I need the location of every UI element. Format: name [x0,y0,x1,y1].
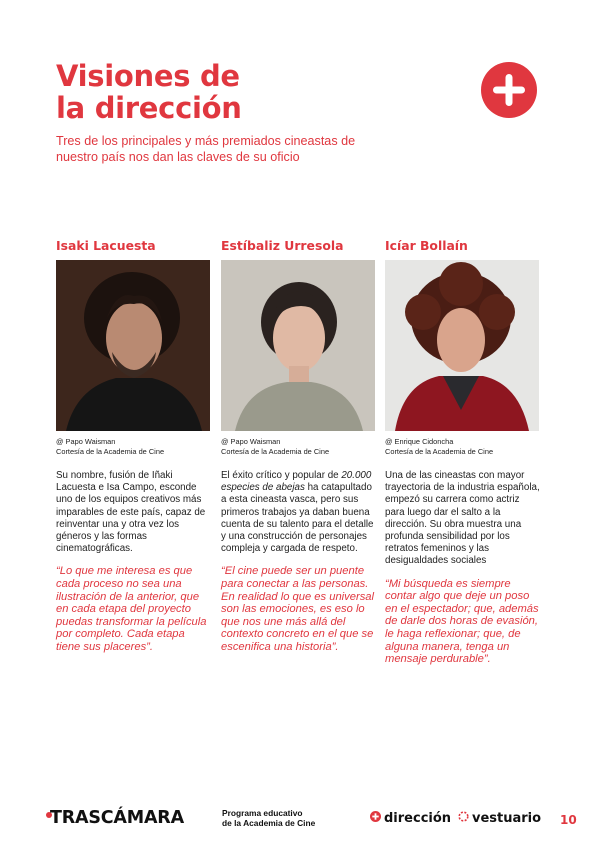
dashed-circle-icon [458,811,469,826]
plus-circle-icon [481,62,537,118]
page-footer [0,800,595,840]
photo-credit-author: @ Enrique Cidoncha [385,437,454,446]
page-number: 10 [560,813,577,827]
profile-bio: Su nombre, fusión de Iñaki Lacuesta e Isa Campo, esconde uno de los equipos creativos más imparables de este país, capaz de reinventar una y otra vez los géneros y las formas cinematográficas. [56,470,206,555]
photo-credit [221,437,377,456]
profile-name: Estíbaliz Urresola [221,238,344,253]
portrait-photo [56,260,210,431]
portrait-photo [221,260,375,431]
photo-credit-author: @ Papo Waisman [56,437,116,446]
title-line-1: Visiones de [56,59,240,93]
profile-bio [221,470,377,555]
photo-credit-source: Cortesía de la Academia de Cine [56,446,165,456]
bio-text: ha catapultado a esta cineasta vasca, pero sus primeros trabajos ya daban buena cuenta de su talento para el detalle y una construcción de personajes compleja y cargada de respeto. [221,482,374,555]
profile-iciar-bollain [385,236,541,666]
section-label: dirección [384,811,452,826]
profile-name: Icíar Bollaín [385,238,468,253]
section-label: vestuario [472,811,542,826]
section-link-vestuario[interactable] [458,811,541,826]
bio-text: El éxito crítico y popular de [221,470,342,481]
plus-circle-icon [370,811,381,826]
section-link-direccion[interactable] [370,811,451,826]
profile-estibaliz-urresola [221,236,377,654]
profile-quote: “El cine puede ser un puente para conectar a las personas. En realidad lo que es universal son las emociones, es eso lo que nos une más allá del contexto concreto en el que se escenifica una historia”. [221,565,374,653]
profile-isaki-lacuesta [56,236,212,654]
photo-credit-source: Cortesía de la Academia de Cine [385,446,494,456]
page-title [56,60,242,124]
film-title: 20.000 especies de abejas [221,470,372,494]
photo-credit [385,437,541,456]
photo-credit-source: Cortesía de la Academia de Cine [221,446,330,456]
title-line-2: la dirección [56,91,242,125]
profile-name: Isaki Lacuesta [56,238,156,253]
page-subtitle: Tres de los principales y más premiados cineastas de nuestro país nos dan las claves de su oficio [56,134,356,164]
profile-quote: “Lo que me interesa es que cada proceso no sea una ilustración de la anterior, que en cada etapa del proyecto puedas transformar la película por completo. Cada etapa tiene sus placeres”. [56,565,207,653]
portrait-photo [385,260,539,431]
program-line-2: de la Academia de Cine [222,818,316,828]
profile-quote: “Mi búsqueda es siempre contar algo que deje un poso en el espectador; que, además de darle dos horas de evasión, le haga reflexionar; que, de alguna manera, tenga un mensaje perdurable”. [385,577,539,666]
program-label [222,808,315,828]
brand-logo: TRASCÁMARA [50,808,184,828]
profile-bio: Una de las cineastas con mayor trayectoria de la industria española, empezó su carrera como actriz para luego dar el salto a la dirección. Su obra muestra una profunda sensibilidad por los retratos femeninos y las desigualdades sociales [385,470,540,567]
photo-credit [56,437,212,456]
photo-credit-author: @ Papo Waisman [221,437,281,446]
program-line-1: Programa educativo [222,808,303,818]
